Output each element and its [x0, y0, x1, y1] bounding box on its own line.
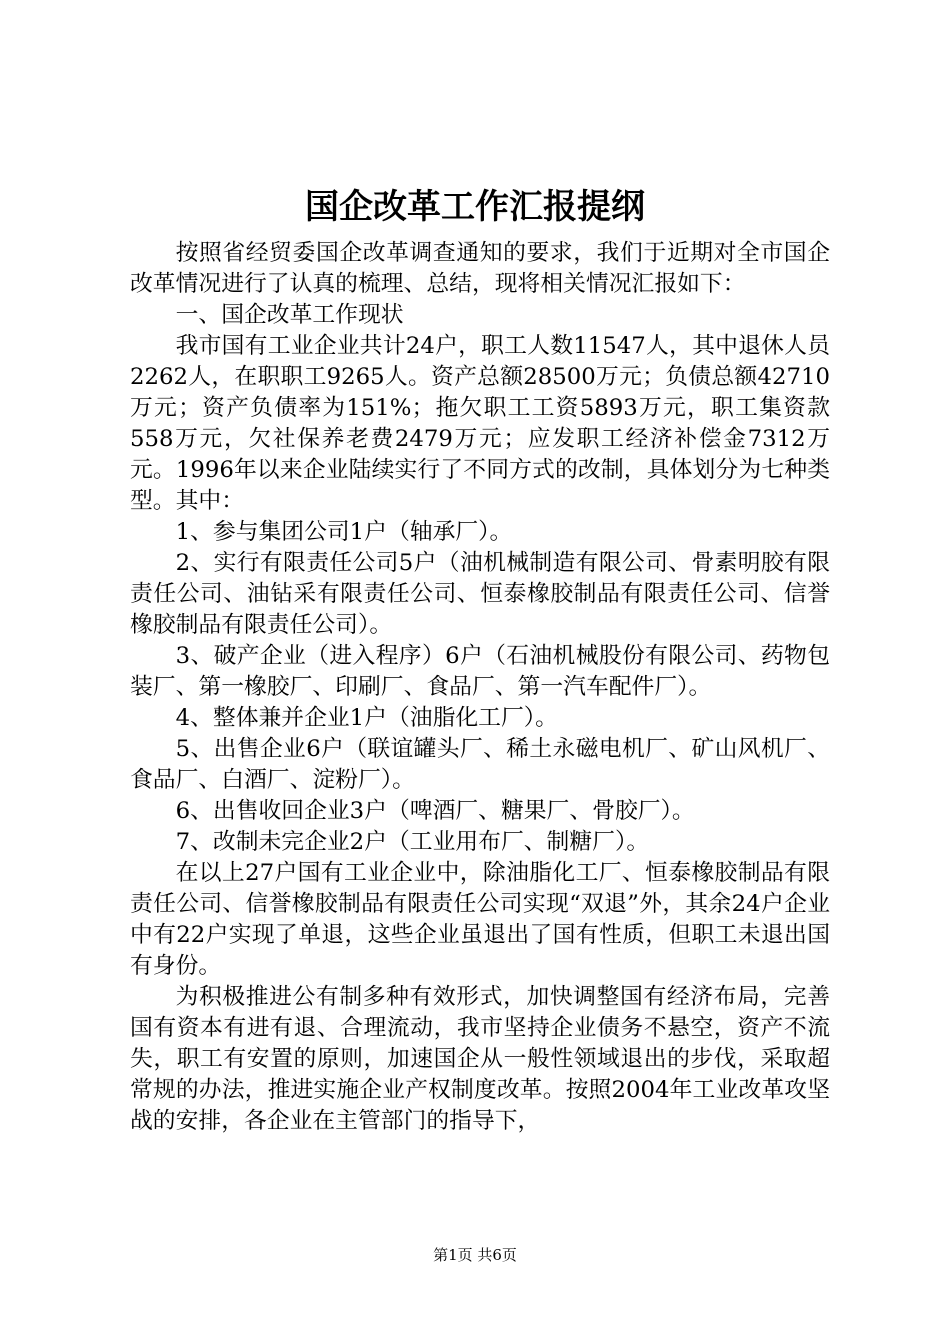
paragraph: 在以上27户国有工业企业中，除油脂化工厂、恒泰橡胶制品有限责任公司、信誉橡胶制品有限责任公司实现“双退”外，其余24户企业中有22户实现了单退，这些企业虽退出了国有性质，但职工未退出国有身份。: [130, 860, 830, 979]
list-item: 1、参与集团公司1户（轴承厂）。: [175, 519, 513, 545]
paragraph: 我市国有工业企业共计24户，职工人数11547人，其中退休人员2262人，在职职工9265人。资产总额28500万元；负债总额42710万元；资产负债率为151%；拖欠职工工资5893万元，职工集资款558万元，欠社保养老费2479万元；应发职工经济补偿金7312万元。1996年以来企业陆续实行了不同方式的改制，具体划分为七种类型。其中：: [130, 333, 830, 514]
page-footer: 第1页 共6页: [433, 1246, 517, 1264]
paragraph: 为积极推进公有制多种有效形式，加快调整国有经济布局，完善国有资本有进有退、合理流动，我市坚持企业债务不悬空，资产不流失，职工有安置的原则，加速国企从一般性领域退出的步伐，采取超常规的办法，推进实施企业产权制度改革。按照2004年工业改革攻坚战的安排，各企业在主管部门的指导下，: [130, 984, 830, 1134]
list-item: 4、整体兼并企业1户（油脂化工厂）。: [175, 705, 558, 731]
paragraph: 按照省经贸委国企改革调查通知的要求，我们于近期对全市国企改革情况进行了认真的梳理、总结，现将相关情况汇报如下：: [130, 240, 830, 297]
document-title: 国企改革工作汇报提纲: [305, 187, 645, 227]
list-item: 7、改制未完企业2户（工业用布厂、制糖厂）。: [175, 829, 650, 855]
list-item: 6、出售收回企业3户（啤酒厂、糖果厂、骨胶厂）。: [175, 798, 695, 824]
list-item: 2、实行有限责任公司5户（油机械制造有限公司、骨素明胶有限责任公司、油钻采有限责任公司、恒泰橡胶制品有限责任公司、信誉橡胶制品有限责任公司）。: [130, 550, 830, 638]
list-item: 5、出售企业6户（联谊罐头厂、稀土永磁电机厂、矿山风机厂、食品厂、白酒厂、淀粉厂）。: [130, 736, 830, 793]
document-body: [130, 238, 830, 1137]
section-heading: 一、国企改革工作现状: [175, 302, 404, 328]
list-item: 3、破产企业（进入程序）6户（石油机械股份有限公司、药物包装厂、第一橡胶厂、印刷厂、食品厂、第一汽车配件厂）。: [130, 643, 830, 700]
